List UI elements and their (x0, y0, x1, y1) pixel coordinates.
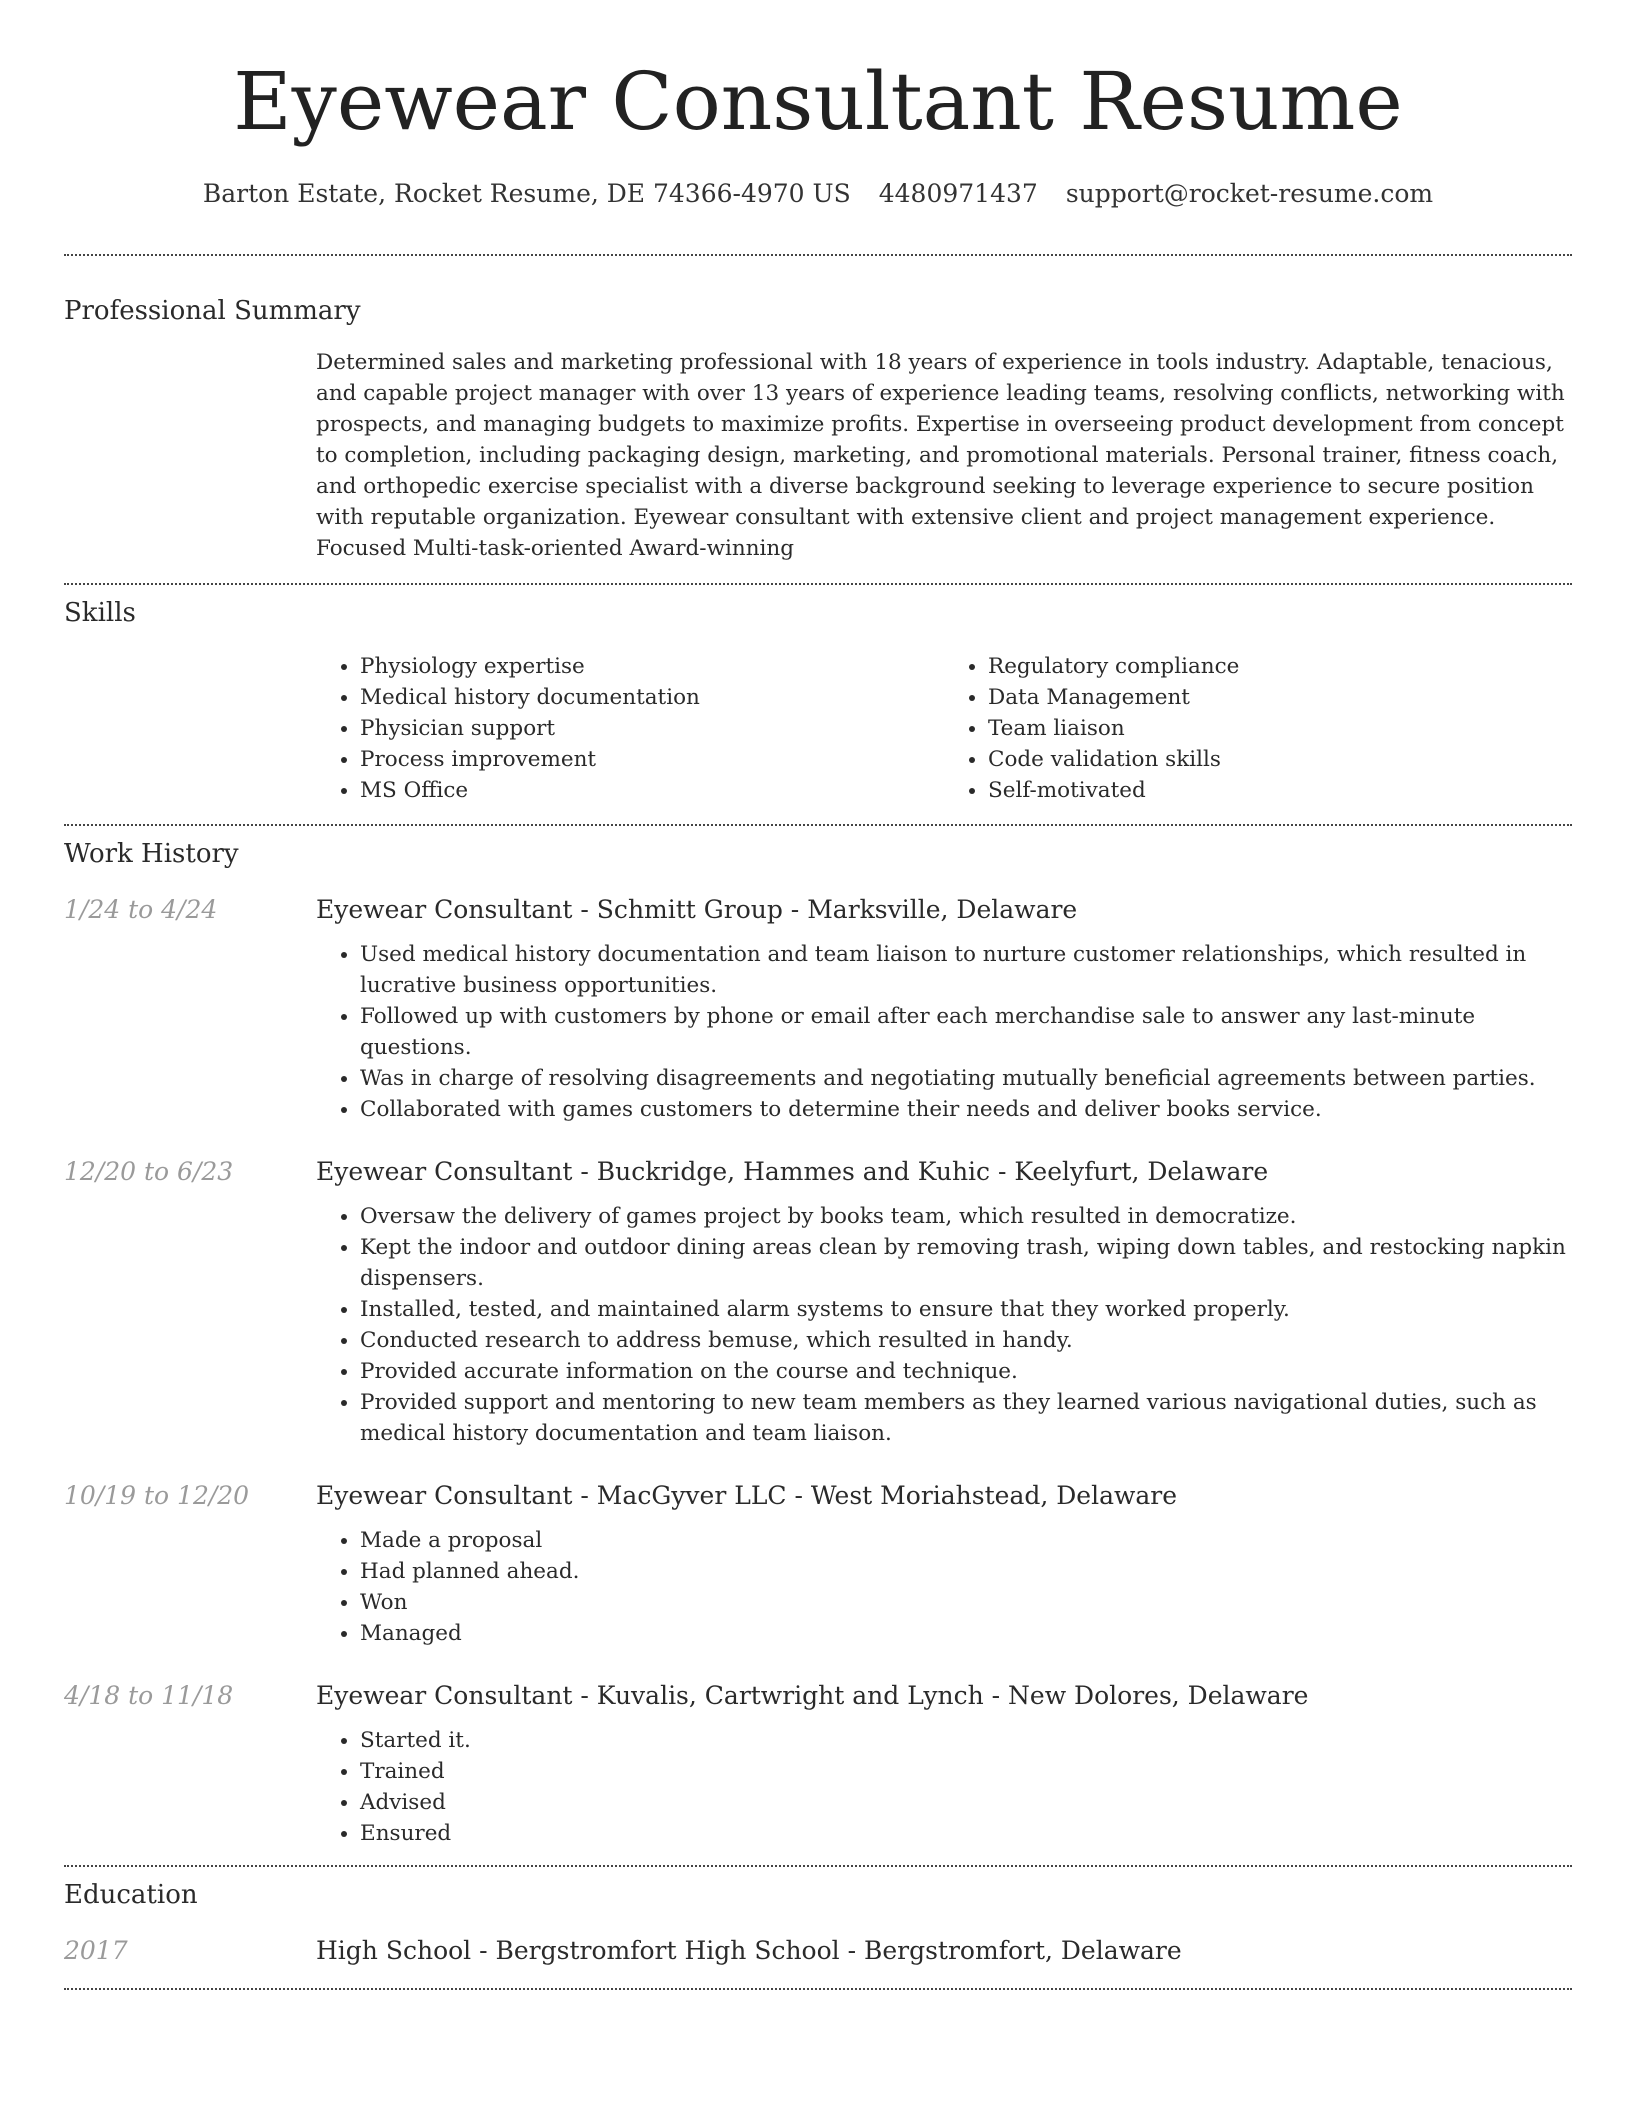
divider (64, 1988, 1572, 1990)
job-bullet: • Made a proposal (360, 1525, 1572, 1556)
divider (64, 824, 1572, 826)
job-bullet: • Kept the indoor and outdoor dining areas clean by removing trash, wiping down tables, and restocking napkin dispensers. (360, 1232, 1572, 1294)
work-history-heading: Work History (64, 839, 239, 869)
skill-item: • Physician support (360, 713, 944, 744)
education-title: High School - Bergstromfort High School - Bergstromfort, Delaware (316, 1936, 1182, 1965)
job-bullet: • Provided support and mentoring to new team members as they learned various navigational duties, such as medical history documentation and team liaison. (360, 1387, 1572, 1449)
job-title: Eyewear Consultant - Kuvalis, Cartwright and Lynch - New Dolores, Delaware (316, 1681, 1309, 1710)
divider (64, 254, 1572, 256)
page-title: Eyewear Consultant Resume (233, 55, 1403, 148)
job-bullet: • Won (360, 1587, 1572, 1618)
job-dates: 10/19 to 12/20 (64, 1481, 250, 1510)
divider (64, 583, 1572, 585)
skill-item: • MS Office (360, 775, 944, 806)
job-bullets (316, 1201, 1572, 1449)
job-bullet: • Started it. (360, 1725, 1572, 1756)
job-details (316, 1479, 1572, 1649)
skill-item: • Data Management (988, 682, 1572, 713)
job-details (316, 893, 1572, 1125)
skills-column-left (316, 651, 944, 806)
divider (64, 1865, 1572, 1867)
job-bullet: • Had planned ahead. (360, 1556, 1572, 1587)
job-bullet: • Used medical history documentation and team liaison to nurture customer relationships, which resulted in lucrative business opportunities. (360, 939, 1572, 1001)
job-bullet: • Advised (360, 1787, 1572, 1818)
summary-heading: Professional Summary (64, 296, 361, 326)
job-bullet: • Ensured (360, 1818, 1572, 1849)
skill-item: • Physiology expertise (360, 651, 944, 682)
skill-item: • Team liaison (988, 713, 1572, 744)
skill-item: • Process improvement (360, 744, 944, 775)
job-bullet: • Trained (360, 1756, 1572, 1787)
job-entry (64, 893, 1572, 1125)
skill-item: • Code validation skills (988, 744, 1572, 775)
education-heading: Education (64, 1880, 198, 1910)
contact-address: Barton Estate, Rocket Resume, DE 74366-4970 US (202, 179, 851, 208)
job-details (316, 1679, 1572, 1849)
summary-text: Determined sales and marketing professional with 18 years of experience in tools industry. Adaptable, tenacious, and capable project manager with over 13 years of experience leading teams, resolving conflicts, networking with prospects, and managing budgets to maximize profits. Expertise in overseeing product development from concept to completion, including packaging design, marketing, and promotional materials. Personal trainer, fitness coach, and orthopedic exercise specialist with a diverse background seeking to leverage experience to secure position with reputable organization. Eyewear consultant with extensive client and project management experience. Focused Multi-task-oriented Award-winning (316, 350, 1565, 561)
job-dates: 4/18 to 11/18 (64, 1681, 234, 1710)
job-bullet: • Oversaw the delivery of games project by books team, which resulted in democratize. (360, 1201, 1572, 1232)
skill-item: • Regulatory compliance (988, 651, 1572, 682)
job-dates: 1/24 to 4/24 (64, 895, 218, 924)
summary-section (316, 347, 1572, 564)
job-bullet: • Was in charge of resolving disagreements and negotiating mutually beneficial agreements between parties. (360, 1063, 1572, 1094)
education-date: 2017 (64, 1936, 128, 1965)
education-details (316, 1934, 1572, 1968)
resume-page (64, 0, 1572, 1990)
job-bullet: • Managed (360, 1618, 1572, 1649)
job-title: Eyewear Consultant - Schmitt Group - Marksville, Delaware (316, 895, 1078, 924)
job-dates: 12/20 to 6/23 (64, 1157, 234, 1186)
contact-line (64, 178, 1572, 210)
job-details (316, 1155, 1572, 1449)
job-bullet: • Installed, tested, and maintained alarm systems to ensure that they worked properly. (360, 1294, 1572, 1325)
job-bullet: • Provided accurate information on the course and technique. (360, 1356, 1572, 1387)
job-bullets (316, 1525, 1572, 1649)
education-entry (64, 1934, 1572, 1968)
job-entry (64, 1679, 1572, 1849)
job-bullet: • Followed up with customers by phone or email after each merchandise sale to answer any last-minute questions. (360, 1001, 1572, 1063)
job-bullet: • Conducted research to address bemuse, which resulted in handy. (360, 1325, 1572, 1356)
skill-item: • Medical history documentation (360, 682, 944, 713)
skills-list (316, 651, 1572, 806)
job-entry (64, 1479, 1572, 1649)
skills-heading: Skills (64, 598, 136, 628)
job-bullets (316, 939, 1572, 1125)
job-title: Eyewear Consultant - Buckridge, Hammes and Kuhic - Keelyfurt, Delaware (316, 1157, 1269, 1186)
job-bullets (316, 1725, 1572, 1849)
job-entry (64, 1155, 1572, 1449)
job-bullet: • Collaborated with games customers to determine their needs and deliver books service. (360, 1094, 1572, 1125)
skill-item: • Self-motivated (988, 775, 1572, 806)
contact-phone: 4480971437 (878, 179, 1038, 208)
contact-email: support@rocket-resume.com (1065, 179, 1434, 208)
job-title: Eyewear Consultant - MacGyver LLC - West Moriahstead, Delaware (316, 1481, 1178, 1510)
skills-column-right (944, 651, 1572, 806)
